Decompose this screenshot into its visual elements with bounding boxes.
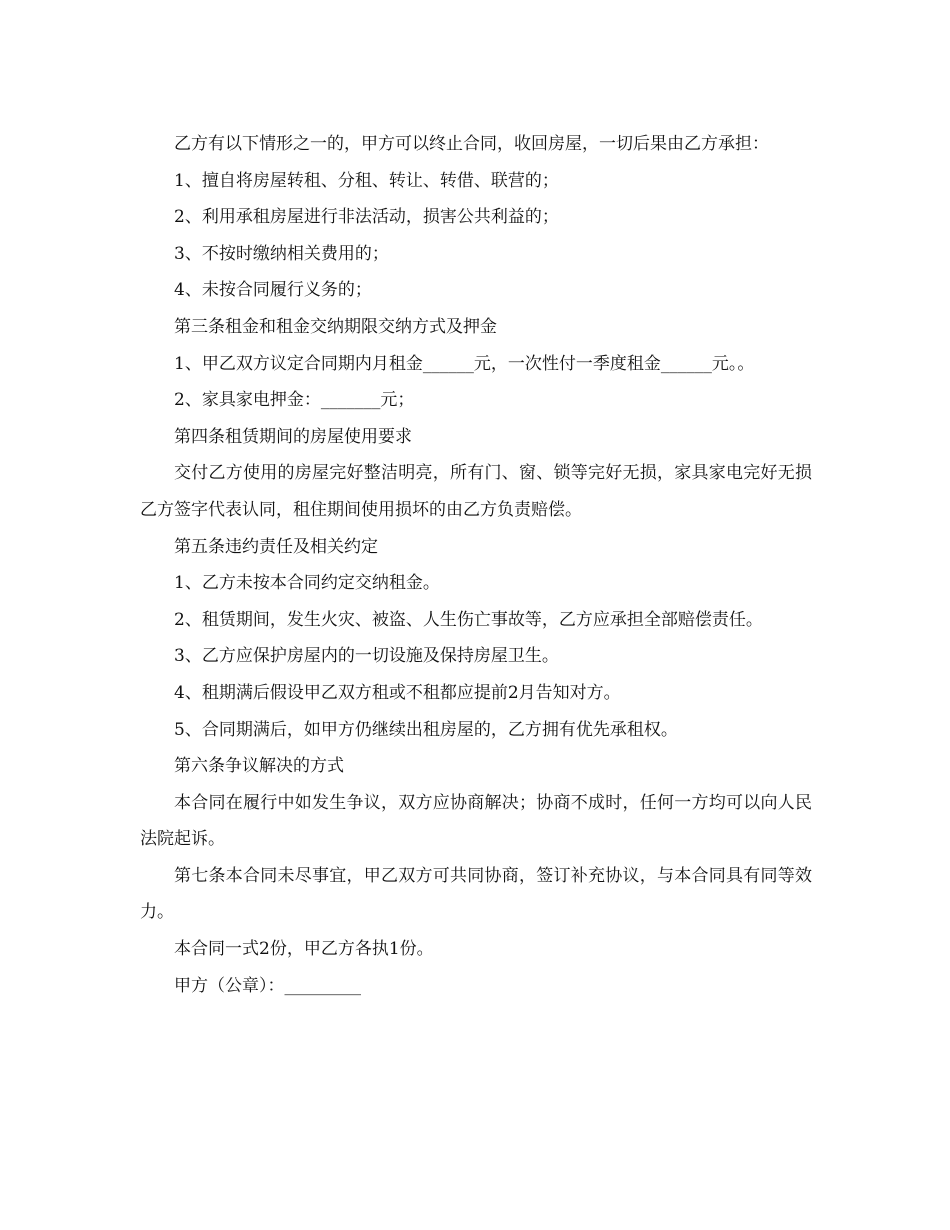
section-heading-article-3: 第三条租金和租金交纳期限交纳方式及押金 <box>174 316 497 337</box>
paragraph-liability-1: 1、乙方未按本合同约定交纳租金。 <box>174 573 440 594</box>
paragraph-clause-sublet: 1、擅自将房屋转租、分租、转让、转借、联营的； <box>174 170 559 191</box>
paragraph-liability-2: 2、租赁期间，发生火灾、被盗、人生伤亡事故等，乙方应承担全部赔偿责任。 <box>174 609 763 630</box>
paragraph-usage-requirements: 交付乙方使用的房屋完好整洁明亮，所有门、窗、锁等完好无损，家具家电完好无损乙方签字代表认同，租住期间使用损坏的由乙方负责赔偿。 <box>140 463 812 520</box>
paragraph-copies: 本合同一式2份，甲乙方各执1份。 <box>174 939 434 960</box>
paragraph-rent-amount: 1、甲乙双方议定合同期内月租金______元，一次性付一季度租金______元。。 <box>174 353 755 374</box>
section-heading-article-4: 第四条租赁期间的房屋使用要求 <box>174 426 412 447</box>
paragraph-liability-4: 4、租期满后假设甲乙双方租或不租都应提前2月告知对方。 <box>174 682 621 703</box>
signature-line-party-a: 甲方（公章）：_________ <box>174 975 361 996</box>
paragraph-clause-obligations: 4、未按合同履行义务的； <box>174 280 372 301</box>
paragraph-dispute-resolution: 本合同在履行中如发生争议，双方应协商解决；协商不成时，任何一方均可以向人民法院起诉。 <box>140 792 812 850</box>
paragraph-liability-5: 5、合同期满后，如甲方仍继续出租房屋的，乙方拥有优先承租权。 <box>174 719 678 740</box>
paragraph-termination-conditions: 乙方有以下情形之一的，甲方可以终止合同，收回房屋，一切后果由乙方承担： <box>174 134 769 154</box>
paragraph-article-7: 第七条本合同未尽事宜，甲乙双方可共同协商，签订补充协议，与本合同具有同等效力。 <box>140 865 812 923</box>
section-heading-article-6: 第六条争议解决的方式 <box>174 756 344 777</box>
document-body <box>140 126 812 1004</box>
paragraph-clause-late-fees: 3、不按时缴纳相关费用的； <box>174 243 389 264</box>
paragraph-liability-3: 3、乙方应保护房屋内的一切设施及保持房屋卫生。 <box>174 646 559 667</box>
paragraph-clause-illegal-use: 2、利用承租房屋进行非法活动，损害公共利益的； <box>174 207 559 228</box>
section-heading-article-5: 第五条违约责任及相关约定 <box>174 536 378 557</box>
paragraph-deposit: 2、家具家电押金：_______元； <box>174 390 415 411</box>
